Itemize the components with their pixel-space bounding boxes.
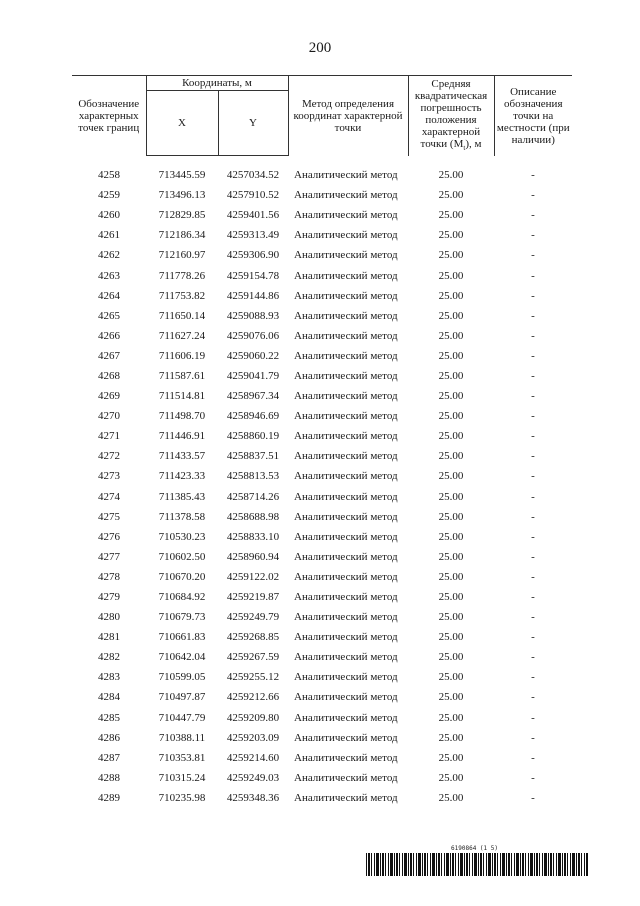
cell-accuracy: 25.00 xyxy=(438,631,464,644)
cell-y: 4259060.22 xyxy=(226,349,280,362)
cell-accuracy: 25.00 xyxy=(438,611,464,624)
cell-point-id: 4280 xyxy=(98,611,120,624)
cell-description: - xyxy=(531,189,535,202)
cell-method: Аналитический метод xyxy=(294,470,398,483)
cell-method: Аналитический метод xyxy=(294,731,398,744)
cell-point-id: 4271 xyxy=(98,430,120,443)
cell-accuracy: 25.00 xyxy=(438,189,464,202)
cell-point-id: 4269 xyxy=(98,390,120,403)
cell-point-id: 4287 xyxy=(98,751,120,764)
cell-method: Аналитический метод xyxy=(294,791,398,804)
cell-x: 711378.58 xyxy=(158,510,206,523)
cell-x: 710642.04 xyxy=(158,651,206,664)
table-row xyxy=(72,326,572,346)
cell-accuracy: 25.00 xyxy=(438,209,464,222)
cell-method: Аналитический метод xyxy=(294,651,398,664)
cell-x: 712186.34 xyxy=(158,229,206,242)
cell-y: 4258688.98 xyxy=(226,510,280,523)
cell-method: Аналитический метод xyxy=(294,671,398,684)
cell-description: - xyxy=(531,329,535,342)
cell-point-id: 4265 xyxy=(98,309,120,322)
cell-y: 4259088.93 xyxy=(226,309,280,322)
table-row xyxy=(72,225,572,245)
header-accuracy-unit: ), м xyxy=(465,137,482,150)
table-row xyxy=(72,507,572,527)
cell-method: Аналитический метод xyxy=(294,349,398,362)
cell-accuracy: 25.00 xyxy=(438,510,464,523)
cell-description: - xyxy=(531,510,535,523)
cell-description: - xyxy=(531,731,535,744)
cell-x: 710388.11 xyxy=(158,731,206,744)
cell-accuracy: 25.00 xyxy=(438,771,464,784)
cell-x: 712829.85 xyxy=(158,209,206,222)
cell-y: 4259268.85 xyxy=(226,631,280,644)
cell-accuracy: 25.00 xyxy=(438,349,464,362)
cell-accuracy: 25.00 xyxy=(438,591,464,604)
cell-point-id: 4263 xyxy=(98,269,120,282)
cell-accuracy: 25.00 xyxy=(438,711,464,724)
barcode-caption: 6190864 (1 5) xyxy=(451,845,498,852)
cell-description: - xyxy=(531,369,535,382)
cell-point-id: 4264 xyxy=(98,289,120,302)
cell-x: 711433.57 xyxy=(158,450,206,463)
header-coordinates-group: Координаты, м xyxy=(146,76,288,91)
cell-description: - xyxy=(531,209,535,222)
cell-description: - xyxy=(531,570,535,583)
table-row xyxy=(72,708,572,728)
cell-y: 4259209.80 xyxy=(226,711,280,724)
table-body xyxy=(72,165,572,808)
cell-description: - xyxy=(531,530,535,543)
header-method: Метод определения координат характерной точки xyxy=(288,76,408,156)
cell-point-id: 4268 xyxy=(98,369,120,382)
cell-method: Аналитический метод xyxy=(294,711,398,724)
cell-accuracy: 25.00 xyxy=(438,249,464,262)
cell-method: Аналитический метод xyxy=(294,309,398,322)
cell-point-id: 4259 xyxy=(98,189,120,202)
table-row xyxy=(72,286,572,306)
cell-y: 4259154.78 xyxy=(226,269,280,282)
cell-description: - xyxy=(531,591,535,604)
cell-y: 4259076.06 xyxy=(226,329,280,342)
cell-method: Аналитический метод xyxy=(294,771,398,784)
table-row xyxy=(72,627,572,647)
cell-y: 4259306.90 xyxy=(226,249,280,262)
cell-y: 4258967.34 xyxy=(226,390,280,403)
cell-x: 711753.82 xyxy=(158,289,206,302)
cell-description: - xyxy=(531,771,535,784)
cell-method: Аналитический метод xyxy=(294,269,398,282)
cell-x: 710684.92 xyxy=(158,591,206,604)
cell-accuracy: 25.00 xyxy=(438,731,464,744)
table-row xyxy=(72,205,572,225)
cell-accuracy: 25.00 xyxy=(438,490,464,503)
cell-x: 710670.20 xyxy=(158,570,206,583)
cell-y: 4258837.51 xyxy=(226,450,280,463)
cell-point-id: 4270 xyxy=(98,410,120,423)
cell-x: 711778.26 xyxy=(158,269,206,282)
cell-description: - xyxy=(531,229,535,242)
cell-accuracy: 25.00 xyxy=(438,470,464,483)
cell-method: Аналитический метод xyxy=(294,751,398,764)
cell-description: - xyxy=(531,309,535,322)
cell-accuracy: 25.00 xyxy=(438,430,464,443)
cell-description: - xyxy=(531,470,535,483)
cell-point-id: 4288 xyxy=(98,771,120,784)
page-number: 200 xyxy=(308,40,332,56)
table-row xyxy=(72,527,572,547)
cell-description: - xyxy=(531,289,535,302)
cell-x: 710530.23 xyxy=(158,530,206,543)
table-row xyxy=(72,466,572,486)
table-row xyxy=(72,185,572,205)
cell-x: 711650.14 xyxy=(158,309,206,322)
cell-point-id: 4278 xyxy=(98,570,120,583)
cell-accuracy: 25.00 xyxy=(438,671,464,684)
table-row xyxy=(72,366,572,386)
cell-y: 4259255.12 xyxy=(226,671,280,684)
cell-method: Аналитический метод xyxy=(294,209,398,222)
cell-point-id: 4272 xyxy=(98,450,120,463)
cell-y: 4258960.94 xyxy=(226,550,280,563)
cell-description: - xyxy=(531,651,535,664)
cell-accuracy: 25.00 xyxy=(438,651,464,664)
cell-y: 4259122.02 xyxy=(226,570,280,583)
cell-method: Аналитический метод xyxy=(294,189,398,202)
table-row xyxy=(72,386,572,406)
cell-accuracy: 25.00 xyxy=(438,329,464,342)
cell-accuracy: 25.00 xyxy=(438,550,464,563)
cell-accuracy: 25.00 xyxy=(438,410,464,423)
header-description: Описание обозначения точки на местности (при наличии) xyxy=(494,76,572,156)
cell-method: Аналитический метод xyxy=(294,550,398,563)
cell-x: 710602.50 xyxy=(158,550,206,563)
table-row xyxy=(72,346,572,366)
cell-y: 4259214.60 xyxy=(226,751,280,764)
cell-y: 4259267.59 xyxy=(226,651,280,664)
cell-method: Аналитический метод xyxy=(294,591,398,604)
cell-y: 4258714.26 xyxy=(226,490,280,503)
cell-description: - xyxy=(531,791,535,804)
cell-description: - xyxy=(531,349,535,362)
cell-y: 4259041.79 xyxy=(226,369,280,382)
cell-y: 4258946.69 xyxy=(226,410,280,423)
cell-accuracy: 25.00 xyxy=(438,570,464,583)
cell-x: 711423.33 xyxy=(158,470,206,483)
cell-point-id: 4266 xyxy=(98,329,120,342)
cell-x: 711514.81 xyxy=(158,390,206,403)
cell-description: - xyxy=(531,450,535,463)
table-row xyxy=(72,667,572,687)
cell-method: Аналитический метод xyxy=(294,631,398,644)
table-row xyxy=(72,647,572,667)
cell-y: 4259219.87 xyxy=(226,591,280,604)
cell-y: 4258860.19 xyxy=(226,430,280,443)
header-y: Y xyxy=(218,91,288,156)
cell-description: - xyxy=(531,711,535,724)
table-row xyxy=(72,165,572,185)
cell-method: Аналитический метод xyxy=(294,169,398,182)
cell-x: 711498.70 xyxy=(158,410,206,423)
table-row xyxy=(72,607,572,627)
cell-point-id: 4276 xyxy=(98,530,120,543)
cell-accuracy: 25.00 xyxy=(438,691,464,704)
cell-y: 4259249.03 xyxy=(226,771,280,784)
cell-x: 710661.83 xyxy=(158,631,206,644)
cell-description: - xyxy=(531,269,535,282)
cell-y: 4257910.52 xyxy=(226,189,280,202)
cell-x: 710235.98 xyxy=(158,791,206,804)
cell-point-id: 4289 xyxy=(98,791,120,804)
cell-x: 713445.59 xyxy=(158,169,206,182)
table-row xyxy=(72,687,572,707)
table-row xyxy=(72,306,572,326)
barcode-block xyxy=(366,845,588,876)
cell-description: - xyxy=(531,611,535,624)
cell-y: 4259249.79 xyxy=(226,611,280,624)
table-row xyxy=(72,446,572,466)
cell-description: - xyxy=(531,550,535,563)
cell-method: Аналитический метод xyxy=(294,329,398,342)
cell-method: Аналитический метод xyxy=(294,510,398,523)
cell-accuracy: 25.00 xyxy=(438,289,464,302)
cell-accuracy: 25.00 xyxy=(438,390,464,403)
header-accuracy xyxy=(408,76,494,156)
cell-point-id: 4260 xyxy=(98,209,120,222)
cell-point-id: 4274 xyxy=(98,490,120,503)
cell-x: 711587.61 xyxy=(158,369,206,382)
header-x: X xyxy=(146,91,218,156)
table-row xyxy=(72,547,572,567)
cell-x: 710353.81 xyxy=(158,751,206,764)
cell-description: - xyxy=(531,691,535,704)
cell-y: 4259313.49 xyxy=(226,229,280,242)
barcode-image xyxy=(366,853,588,876)
cell-point-id: 4279 xyxy=(98,591,120,604)
cell-x: 711627.24 xyxy=(158,329,206,342)
cell-method: Аналитический метод xyxy=(294,430,398,443)
cell-point-id: 4262 xyxy=(98,249,120,262)
cell-x: 711385.43 xyxy=(158,490,206,503)
cell-x: 711446.91 xyxy=(158,430,206,443)
cell-accuracy: 25.00 xyxy=(438,269,464,282)
cell-x: 712160.97 xyxy=(158,249,206,262)
cell-point-id: 4286 xyxy=(98,731,120,744)
cell-accuracy: 25.00 xyxy=(438,791,464,804)
cell-method: Аналитический метод xyxy=(294,369,398,382)
cell-x: 710679.73 xyxy=(158,611,206,624)
cell-x: 710599.05 xyxy=(158,671,206,684)
cell-description: - xyxy=(531,490,535,503)
cell-accuracy: 25.00 xyxy=(438,450,464,463)
table-row xyxy=(72,426,572,446)
cell-point-id: 4275 xyxy=(98,510,120,523)
cell-accuracy: 25.00 xyxy=(438,369,464,382)
cell-y: 4258833.10 xyxy=(226,530,280,543)
cell-point-id: 4273 xyxy=(98,470,120,483)
table-row xyxy=(72,487,572,507)
cell-point-id: 4281 xyxy=(98,631,120,644)
cell-description: - xyxy=(531,410,535,423)
cell-description: - xyxy=(531,751,535,764)
cell-method: Аналитический метод xyxy=(294,390,398,403)
cell-method: Аналитический метод xyxy=(294,530,398,543)
coordinates-table xyxy=(72,75,572,808)
cell-y: 4258813.53 xyxy=(226,470,280,483)
cell-accuracy: 25.00 xyxy=(438,229,464,242)
cell-method: Аналитический метод xyxy=(294,490,398,503)
cell-point-id: 4258 xyxy=(98,169,120,182)
header-accuracy-text: Средняя квадратическая погрешность положения характерной точки (M xyxy=(414,77,488,150)
cell-y: 4257034.52 xyxy=(226,169,280,182)
cell-method: Аналитический метод xyxy=(294,289,398,302)
table-row xyxy=(72,567,572,587)
cell-method: Аналитический метод xyxy=(294,229,398,242)
cell-accuracy: 25.00 xyxy=(438,751,464,764)
table-row xyxy=(72,748,572,768)
cell-description: - xyxy=(531,390,535,403)
header-accuracy-subscript: t xyxy=(463,143,466,152)
cell-y: 4259212.66 xyxy=(226,691,280,704)
cell-method: Аналитический метод xyxy=(294,450,398,463)
cell-description: - xyxy=(531,169,535,182)
cell-accuracy: 25.00 xyxy=(438,169,464,182)
cell-description: - xyxy=(531,671,535,684)
cell-point-id: 4261 xyxy=(98,229,120,242)
cell-description: - xyxy=(531,631,535,644)
cell-y: 4259401.56 xyxy=(226,209,280,222)
cell-method: Аналитический метод xyxy=(294,691,398,704)
cell-point-id: 4283 xyxy=(98,671,120,684)
table-row xyxy=(72,788,572,808)
cell-y: 4259348.36 xyxy=(226,791,280,804)
cell-point-id: 4284 xyxy=(98,691,120,704)
table-row xyxy=(72,265,572,285)
cell-x: 710315.24 xyxy=(158,771,206,784)
cell-method: Аналитический метод xyxy=(294,410,398,423)
cell-method: Аналитический метод xyxy=(294,249,398,262)
cell-description: - xyxy=(531,430,535,443)
cell-y: 4259144.86 xyxy=(226,289,280,302)
cell-accuracy: 25.00 xyxy=(438,309,464,322)
table-row xyxy=(72,728,572,748)
cell-x: 710497.87 xyxy=(158,691,206,704)
header-point-designation: Обозначение характерных точек границ xyxy=(72,76,146,156)
cell-point-id: 4277 xyxy=(98,550,120,563)
cell-point-id: 4285 xyxy=(98,711,120,724)
table-row xyxy=(72,245,572,265)
cell-method: Аналитический метод xyxy=(294,570,398,583)
table-row xyxy=(72,406,572,426)
cell-x: 711606.19 xyxy=(158,349,206,362)
cell-point-id: 4267 xyxy=(98,349,120,362)
cell-point-id: 4282 xyxy=(98,651,120,664)
table-row xyxy=(72,768,572,788)
cell-x: 713496.13 xyxy=(158,189,206,202)
cell-description: - xyxy=(531,249,535,262)
cell-accuracy: 25.00 xyxy=(438,530,464,543)
table-row xyxy=(72,587,572,607)
cell-x: 710447.79 xyxy=(158,711,206,724)
cell-y: 4259203.09 xyxy=(226,731,280,744)
cell-method: Аналитический метод xyxy=(294,611,398,624)
